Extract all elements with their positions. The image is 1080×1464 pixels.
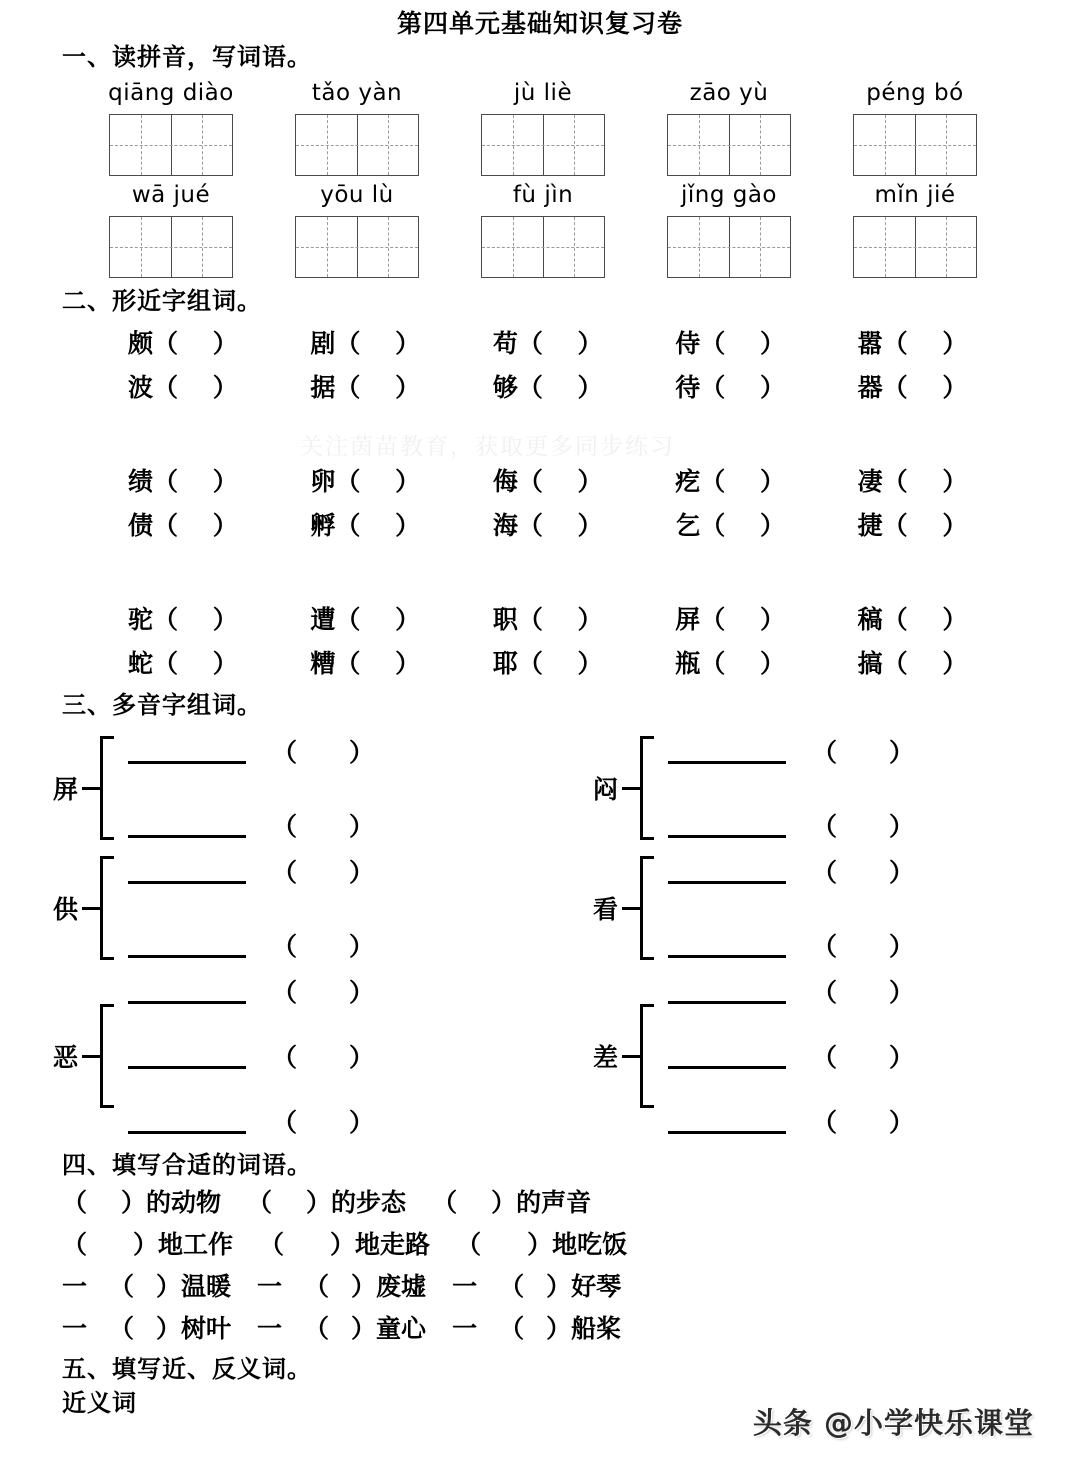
grid-vertical-dash-left	[885, 217, 886, 277]
phrase-suffix: ）童心	[351, 1314, 427, 1343]
answer-paren[interactable]: （）	[272, 812, 427, 841]
answer-blank-line[interactable]	[128, 1109, 246, 1134]
answer-paren[interactable]: （）	[812, 978, 967, 1007]
fill-quantifier-line-2[interactable]	[62, 1308, 1080, 1350]
polyphone-row	[0, 968, 1080, 1144]
phrase-suffix: ）的声音	[491, 1188, 592, 1217]
close-paren: ）	[212, 605, 238, 634]
answer-blank-line[interactable]	[128, 979, 246, 1004]
polyphone-answer-lines	[654, 976, 1080, 1136]
answer-paren[interactable]: （）	[272, 858, 427, 887]
close-paren: ）	[759, 511, 785, 540]
polyphone-col-left	[0, 848, 540, 968]
grid-vertical-dash-left	[699, 217, 700, 277]
close-paren: ）	[759, 605, 785, 634]
similar-char-row	[128, 504, 1040, 548]
grid-vertical-dash-left	[141, 217, 142, 277]
similar-char-item[interactable]	[128, 504, 310, 548]
writing-grid-slot	[78, 114, 264, 176]
grid-vertical-dash-right	[202, 217, 203, 277]
brace-bracket	[100, 1004, 114, 1108]
polyphone-answer-row	[128, 736, 540, 766]
similar-char-item[interactable]	[675, 366, 857, 410]
polyphone-group	[540, 848, 1080, 968]
char-with-paren: 蛇（	[128, 649, 179, 678]
brace-bracket	[640, 1004, 654, 1108]
polyphone-answer-row	[128, 856, 540, 886]
polyphone-char: 屏	[52, 775, 78, 804]
polyphone-col-right	[540, 848, 1080, 968]
tianzige-box[interactable]	[295, 216, 419, 278]
grid-horizontal-dash	[668, 247, 790, 248]
char-with-paren: 职（	[492, 605, 543, 634]
brace-stem	[622, 907, 640, 910]
grid-vertical-dash-left	[699, 115, 700, 175]
answer-blank-line[interactable]	[128, 859, 246, 884]
polyphone-answer-lines	[654, 736, 1080, 840]
answer-paren[interactable]: （）	[812, 812, 967, 841]
close-paren: ）	[577, 373, 603, 402]
polyphone-char: 差	[592, 1043, 618, 1072]
grid-vertical-dash-right	[202, 115, 203, 175]
polyphone-answer-row	[668, 810, 1080, 840]
char-with-paren: 绩（	[128, 467, 179, 496]
close-paren: ）	[942, 467, 968, 496]
grid-horizontal-dash	[110, 247, 232, 248]
close-paren: ）	[212, 329, 238, 358]
answer-blank-line[interactable]	[668, 1109, 786, 1134]
close-paren: ）	[759, 373, 785, 402]
spacer	[0, 548, 1080, 594]
answer-paren[interactable]: （）	[272, 738, 427, 767]
similar-char-item[interactable]	[310, 460, 492, 504]
phrase-suffix: ）废墟	[351, 1272, 427, 1301]
char-with-paren: 据（	[310, 373, 361, 402]
section-2-heading: 二、形近字组词。	[62, 286, 262, 315]
similar-char-item[interactable]	[858, 366, 1040, 410]
close-paren: ）	[395, 511, 421, 540]
similar-char-group-1	[0, 322, 1080, 410]
similar-char-item[interactable]	[310, 322, 492, 366]
polyphone-answer-lines	[114, 856, 540, 960]
close-paren: ）	[942, 605, 968, 634]
polyphone-group	[540, 728, 1080, 848]
writing-grid-row-1	[78, 114, 1008, 176]
phrase-suffix: ）好琴	[546, 1272, 622, 1301]
center-watermark: 关注茵苗教育，获取更多同步练习	[300, 434, 675, 460]
section-5-heading: 五、填写近、反义词。	[62, 1354, 312, 1383]
grid-vertical-dash-right	[388, 217, 389, 277]
close-paren: ）	[395, 373, 421, 402]
similar-char-item[interactable]	[493, 598, 675, 642]
similar-char-item[interactable]	[858, 504, 1040, 548]
char-with-paren: 乞（	[675, 511, 726, 540]
similar-char-item[interactable]	[128, 366, 310, 410]
polyphone-answer-row	[128, 930, 540, 960]
close-paren: ）	[212, 649, 238, 678]
char-with-paren: 耶（	[492, 649, 543, 678]
pinyin-label: qiāng diào	[108, 80, 234, 106]
pinyin-label: wā jué	[131, 182, 211, 208]
open-paren: （	[62, 1188, 122, 1217]
grid-horizontal-dash	[296, 247, 418, 248]
polyphone-group	[0, 848, 540, 968]
polyphone-char: 看	[592, 895, 618, 924]
brace-stem	[82, 1055, 100, 1058]
answer-blank-line[interactable]	[128, 813, 246, 838]
char-with-paren: 颇（	[128, 329, 179, 358]
pinyin-label: jǐng gào	[680, 182, 778, 208]
char-with-paren: 器（	[857, 373, 908, 402]
pinyin-label: mǐn jié	[874, 182, 956, 208]
char-with-paren: 稿（	[857, 605, 908, 634]
answer-paren[interactable]: （）	[272, 932, 427, 961]
answer-paren[interactable]: （）	[812, 1108, 967, 1137]
brace-stem	[82, 907, 100, 910]
char-with-paren: 苟（	[492, 329, 543, 358]
pinyin-label: péng bó	[866, 80, 964, 106]
char-with-paren: 待（	[675, 373, 726, 402]
writing-grid-row-2	[78, 216, 1008, 278]
answer-paren[interactable]: （）	[272, 978, 427, 1007]
brace-bracket	[640, 856, 654, 960]
close-paren: ）	[759, 467, 785, 496]
char-with-paren: 波（	[128, 373, 179, 402]
polyphone-row	[0, 848, 1080, 968]
brace-bracket	[640, 736, 654, 840]
writing-grid-slot	[636, 216, 822, 278]
brace-bracket	[100, 856, 114, 960]
close-paren: ）	[577, 605, 603, 634]
close-paren: ）	[759, 649, 785, 678]
similar-char-item[interactable]	[493, 642, 675, 686]
similar-char-item[interactable]	[675, 642, 857, 686]
phrase-suffix: ）树叶	[156, 1314, 232, 1343]
similar-char-item[interactable]	[675, 504, 857, 548]
similar-char-group-2	[0, 460, 1080, 548]
grid-vertical-dash-left	[141, 115, 142, 175]
writing-grid-slot	[78, 216, 264, 278]
grid-vertical-dash-left	[513, 115, 514, 175]
writing-grid-slot	[264, 216, 450, 278]
grid-horizontal-dash	[482, 145, 604, 146]
close-paren: ）	[942, 649, 968, 678]
similar-char-row	[128, 642, 1040, 686]
writing-grid-slot	[450, 114, 636, 176]
tianzige-box[interactable]	[109, 114, 233, 176]
polyphone-answer-row	[668, 1106, 1080, 1136]
fill-word-line-2[interactable]	[62, 1224, 1080, 1266]
quantifier-open: 一（	[62, 1272, 157, 1301]
similar-char-item[interactable]	[493, 322, 675, 366]
open-paren: （	[259, 1230, 331, 1259]
char-with-paren: 侮（	[492, 467, 543, 496]
grid-vertical-dash-right	[946, 115, 947, 175]
polyphone-answer-row	[128, 1106, 540, 1136]
answer-paren[interactable]: （）	[272, 1108, 427, 1137]
similar-char-item[interactable]	[310, 598, 492, 642]
polyphone-group	[0, 728, 540, 848]
similar-char-item[interactable]	[310, 366, 492, 410]
phrase-suffix: ）船桨	[546, 1314, 622, 1343]
section-4-heading: 四、填写合适的词语。	[62, 1150, 312, 1179]
polyphone-col-right	[540, 968, 1080, 1144]
grid-horizontal-dash	[110, 145, 232, 146]
answer-blank-line[interactable]	[668, 979, 786, 1004]
answer-blank-line[interactable]	[128, 1044, 246, 1069]
polyphone-answer-row	[668, 1041, 1080, 1071]
tianzige-box[interactable]	[109, 216, 233, 278]
phrase-suffix: ）温暖	[156, 1272, 232, 1301]
answer-paren[interactable]: （）	[812, 738, 967, 767]
similar-char-item[interactable]	[675, 322, 857, 366]
section-3-heading: 三、多音字组词。	[62, 690, 262, 719]
similar-char-row	[128, 322, 1040, 366]
close-paren: ）	[759, 329, 785, 358]
similar-char-item[interactable]	[493, 504, 675, 548]
grid-horizontal-dash	[854, 145, 976, 146]
close-paren: ）	[212, 467, 238, 496]
similar-char-row	[128, 366, 1040, 410]
char-with-paren: 债（	[128, 511, 179, 540]
grid-vertical-dash-right	[388, 115, 389, 175]
char-with-paren: 疙（	[675, 467, 726, 496]
tianzige-box[interactable]	[481, 114, 605, 176]
phrase-suffix: ）地工作	[133, 1230, 234, 1259]
close-paren: ）	[577, 511, 603, 540]
similar-char-item[interactable]	[493, 366, 675, 410]
close-paren: ）	[212, 511, 238, 540]
spacer	[0, 410, 1080, 456]
answer-paren[interactable]: （）	[812, 1043, 967, 1072]
fill-word-line-1[interactable]	[62, 1182, 1080, 1224]
similar-char-item[interactable]	[858, 642, 1040, 686]
polyphone-char: 供	[52, 895, 78, 924]
open-paren: （	[456, 1230, 528, 1259]
polyphone-char: 闷	[592, 775, 618, 804]
pinyin-label: tǎo yàn	[311, 80, 403, 106]
char-with-paren: 剧（	[310, 329, 361, 358]
answer-paren[interactable]: （）	[272, 1043, 427, 1072]
char-with-paren: 瓶（	[675, 649, 726, 678]
close-paren: ）	[395, 329, 421, 358]
tianzige-box[interactable]	[853, 114, 977, 176]
similar-char-item[interactable]	[310, 504, 492, 548]
brace-bracket	[100, 736, 114, 840]
char-with-paren: 遭（	[310, 605, 361, 634]
grid-horizontal-dash	[296, 145, 418, 146]
similar-char-item[interactable]	[675, 460, 857, 504]
grid-horizontal-dash	[668, 145, 790, 146]
similar-char-item[interactable]	[858, 598, 1040, 642]
grid-vertical-dash-right	[946, 217, 947, 277]
pinyin-label: zāo yù	[689, 80, 769, 106]
quantifier-open: 一（	[257, 1272, 352, 1301]
grid-vertical-dash-right	[574, 217, 575, 277]
similar-char-item[interactable]	[128, 322, 310, 366]
answer-paren[interactable]: （）	[812, 932, 967, 961]
tianzige-box[interactable]	[667, 114, 791, 176]
answer-paren[interactable]: （）	[812, 858, 967, 887]
phrase-suffix: ）的步态	[306, 1188, 407, 1217]
polyphone-answer-row	[668, 736, 1080, 766]
writing-grid-slot	[822, 114, 1008, 176]
synonym-subheading: 近义词	[62, 1388, 137, 1417]
fill-quantifier-line-1[interactable]	[62, 1266, 1080, 1308]
similar-char-group-3	[0, 598, 1080, 686]
polyphone-answer-lines	[654, 856, 1080, 960]
similar-char-item[interactable]	[310, 642, 492, 686]
phrase-suffix: ）地走路	[330, 1230, 431, 1259]
polyphone-answer-row	[668, 976, 1080, 1006]
writing-grid-slot	[822, 216, 1008, 278]
phrase-suffix: ）的动物	[121, 1188, 222, 1217]
polyphone-col-right	[540, 728, 1080, 848]
polyphone-answer-row	[668, 930, 1080, 960]
quantifier-open: 一（	[257, 1314, 352, 1343]
char-with-paren: 凄（	[857, 467, 908, 496]
char-with-paren: 屏（	[675, 605, 726, 634]
pinyin-row-1	[78, 78, 1008, 108]
polyphone-group	[540, 968, 1080, 1144]
writing-grid-slot	[636, 114, 822, 176]
similar-char-item[interactable]	[128, 460, 310, 504]
brace-stem	[622, 787, 640, 790]
open-paren: （	[432, 1188, 492, 1217]
char-with-paren: 捷（	[857, 511, 908, 540]
close-paren: ）	[395, 649, 421, 678]
phrase-suffix: ）地吃饭	[527, 1230, 628, 1259]
writing-grid-slot	[264, 114, 450, 176]
grid-horizontal-dash	[482, 247, 604, 248]
similar-char-item[interactable]	[858, 322, 1040, 366]
open-paren: （	[247, 1188, 307, 1217]
answer-blank-line[interactable]	[128, 739, 246, 764]
close-paren: ）	[942, 511, 968, 540]
polyphone-answer-row	[128, 976, 540, 1006]
open-paren: （	[62, 1230, 134, 1259]
section-1-heading: 一、读拼音，写词语。	[62, 42, 312, 71]
answer-blank-line[interactable]	[668, 933, 786, 958]
similar-char-item[interactable]	[128, 642, 310, 686]
similar-char-item[interactable]	[128, 598, 310, 642]
quantifier-open: 一（	[62, 1314, 157, 1343]
char-with-paren: 够（	[492, 373, 543, 402]
close-paren: ）	[942, 373, 968, 402]
brace-stem	[622, 1055, 640, 1058]
tianzige-box[interactable]	[667, 216, 791, 278]
grid-vertical-dash-left	[327, 115, 328, 175]
polyphone-answer-row	[668, 856, 1080, 886]
char-with-paren: 驼（	[128, 605, 179, 634]
close-paren: ）	[577, 649, 603, 678]
page-title: 第四单元基础知识复习卷	[396, 9, 683, 38]
grid-vertical-dash-left	[885, 115, 886, 175]
similar-char-row	[128, 460, 1040, 504]
grid-vertical-dash-right	[760, 217, 761, 277]
char-with-paren: 侍（	[675, 329, 726, 358]
similar-char-item[interactable]	[675, 598, 857, 642]
polyphone-row	[0, 728, 1080, 848]
quantifier-open: 一（	[452, 1272, 547, 1301]
similar-char-item[interactable]	[858, 460, 1040, 504]
grid-vertical-dash-right	[760, 115, 761, 175]
answer-blank-line[interactable]	[668, 859, 786, 884]
polyphone-col-left	[0, 968, 540, 1144]
answer-blank-line[interactable]	[668, 813, 786, 838]
close-paren: ）	[395, 467, 421, 496]
polyphone-answer-row	[128, 1041, 540, 1071]
tianzige-box[interactable]	[295, 114, 419, 176]
char-with-paren: 搞（	[857, 649, 908, 678]
grid-horizontal-dash	[854, 247, 976, 248]
close-paren: ）	[942, 329, 968, 358]
answer-blank-line[interactable]	[668, 1044, 786, 1069]
brace-stem	[82, 787, 100, 790]
char-with-paren: 孵（	[310, 511, 361, 540]
close-paren: ）	[212, 373, 238, 402]
polyphone-answer-lines	[114, 976, 540, 1136]
quantifier-open: 一（	[452, 1314, 547, 1343]
char-with-paren: 嚣（	[857, 329, 908, 358]
char-with-paren: 海（	[492, 511, 543, 540]
answer-blank-line[interactable]	[668, 739, 786, 764]
close-paren: ）	[577, 467, 603, 496]
similar-char-item[interactable]	[493, 460, 675, 504]
close-paren: ）	[577, 329, 603, 358]
pinyin-label: fù jìn	[512, 182, 574, 208]
polyphone-area	[0, 728, 1080, 1144]
pinyin-label: jù liè	[513, 80, 573, 106]
tianzige-box[interactable]	[481, 216, 605, 278]
footer-watermark: 头条 @小学快乐课堂	[752, 1406, 1034, 1440]
answer-blank-line[interactable]	[128, 933, 246, 958]
tianzige-box[interactable]	[853, 216, 977, 278]
polyphone-char: 恶	[52, 1043, 78, 1072]
char-with-paren: 卵（	[310, 467, 361, 496]
pinyin-row-2	[78, 180, 1008, 210]
similar-char-row	[128, 598, 1040, 642]
pinyin-label: yōu lù	[320, 182, 394, 208]
polyphone-group	[0, 968, 540, 1144]
grid-vertical-dash-right	[574, 115, 575, 175]
writing-grid-slot	[450, 216, 636, 278]
grid-vertical-dash-left	[513, 217, 514, 277]
polyphone-col-left	[0, 728, 540, 848]
polyphone-answer-lines	[114, 736, 540, 840]
grid-vertical-dash-left	[327, 217, 328, 277]
polyphone-answer-row	[128, 810, 540, 840]
close-paren: ）	[395, 605, 421, 634]
char-with-paren: 糟（	[310, 649, 361, 678]
